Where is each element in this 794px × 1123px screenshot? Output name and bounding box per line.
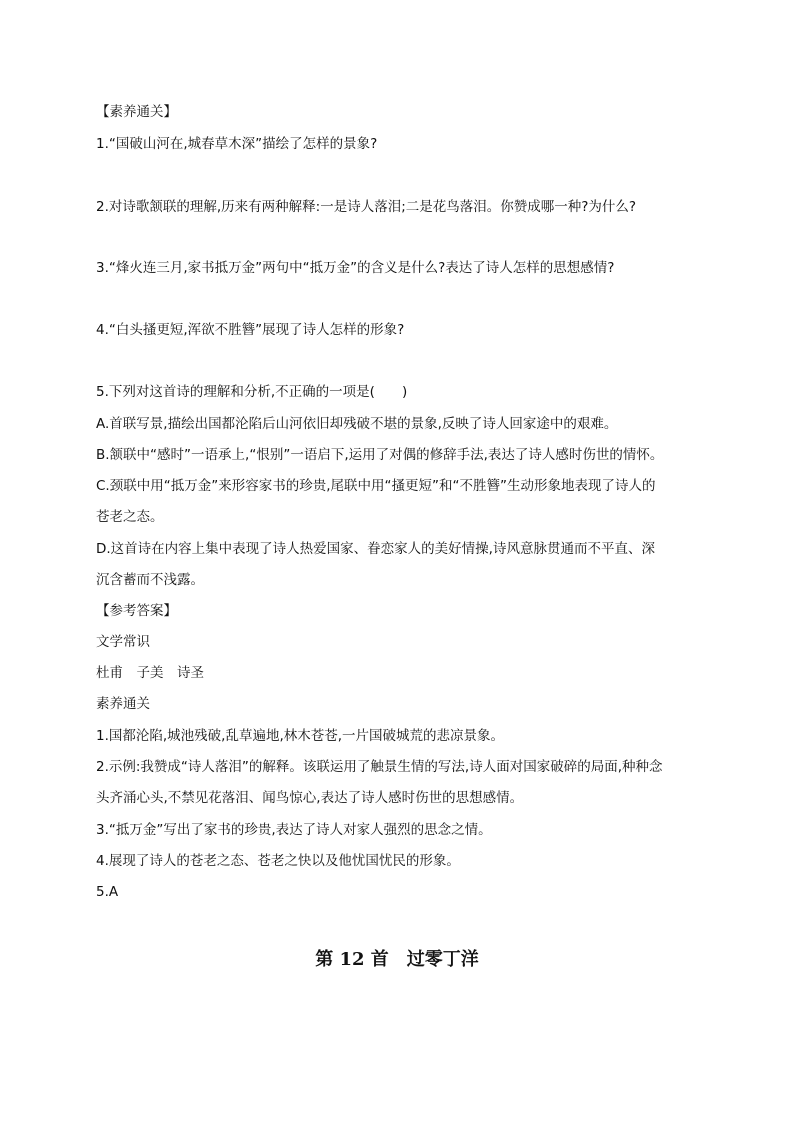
question-5-option-d-line2: 沉含蓄而不浅露。 xyxy=(96,572,204,588)
answer-4: 4.展现了诗人的苍老之态、苍老之快以及他忧国忧民的形象。 xyxy=(96,853,460,869)
question-5-option-d-line1: D.这首诗在内容上集中表现了诗人热爱国家、眷恋家人的美好情操,诗风意脉贯通而不平直、深 xyxy=(96,541,655,557)
answer-5: 5.A xyxy=(96,884,119,900)
question-4: 4.“白头搔更短,浑欲不胜簪”展现了诗人怎样的形象? xyxy=(96,322,405,338)
question-5-option-c-line1: C.颈联中用“抵万金”来形容家书的珍贵,尾联中用“搔更短”和“不胜簪”生动形象地表现了诗人的 xyxy=(96,478,656,494)
answer-label-suyang: 素养通关 xyxy=(96,696,150,712)
answer-wenxue: 杜甫 子美 诗圣 xyxy=(96,665,204,681)
answer-1: 1.国都沦陷,城池残破,乱草遍地,林木苍苍,一片国破城荒的悲凉景象。 xyxy=(96,728,505,744)
question-2: 2.对诗歌颔联的理解,历来有两种解释:一是诗人落泪;二是花鸟落泪。你赞成哪一种?为什么? xyxy=(96,199,637,215)
question-5-stem: 5.下列对这首诗的理解和分析,不正确的一项是( ) xyxy=(96,384,408,400)
question-5-option-c-line2: 苍老之态。 xyxy=(96,509,164,525)
answer-label-wenxue: 文学常识 xyxy=(96,634,150,650)
answer-2-line2: 头齐涌心头,不禁见花落泪、闻鸟惊心,表达了诗人感时伤世的思想感情。 xyxy=(96,790,524,806)
question-5-option-b: B.颔联中“感时”一语承上,“恨别”一语启下,运用了对偶的修辞手法,表达了诗人感时伤世的情怀。 xyxy=(96,447,664,463)
section-heading-suyang: 【素养通关】 xyxy=(96,104,177,120)
next-poem-title: 第 12 首 过零丁洋 xyxy=(315,949,479,970)
section-heading-answers: 【参考答案】 xyxy=(96,603,177,619)
answer-2-line1: 2.示例:我赞成“诗人落泪”的解释。该联运用了触景生情的写法,诗人面对国家破碎的局面,种种念 xyxy=(96,759,663,775)
question-3: 3.“烽火连三月,家书抵万金”两句中“抵万金”的含义是什么?表达了诗人怎样的思想感情? xyxy=(96,260,615,276)
answer-3: 3.“抵万金”写出了家书的珍贵,表达了诗人对家人强烈的思念之情。 xyxy=(96,822,492,838)
question-1: 1.“国破山河在,城春草木深”描绘了怎样的景象? xyxy=(96,136,378,152)
question-5-option-a: A.首联写景,描绘出国都沦陷后山河依旧却残破不堪的景象,反映了诗人回家途中的艰难。 xyxy=(96,416,618,432)
